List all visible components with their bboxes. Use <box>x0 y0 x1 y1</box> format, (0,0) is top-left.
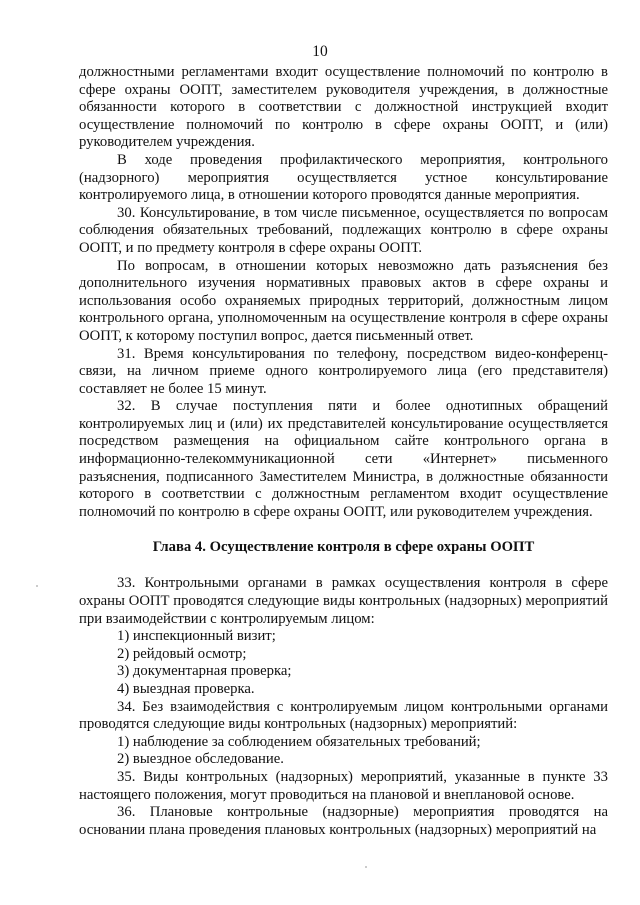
page-number: 10 <box>312 43 328 60</box>
list-item: 1) наблюдение за соблюдением обязательных требований; <box>117 733 481 750</box>
scan-speck <box>36 585 38 587</box>
paragraph-written-answer: По вопросам, в отношении которых невозможно дать разъяснения без дополнительного изучения нормативных правовых актов в сфере охраны и использования особо охраняемых природных территорий, должностным лицом контрольного органа, уполномоченным на осуществление контроля в сфере охраны ООПТ, к которому поступил вопрос, дается письменный ответ. <box>79 257 608 344</box>
list-item: 2) рейдовый осмотр; <box>117 645 247 662</box>
paragraph-36: 36. Плановые контрольные (надзорные) мероприятия проводятся на основании плана проведения плановых контрольных (надзорных) мероприятий на <box>79 804 608 838</box>
chapter-heading: Глава 4. Осуществление контроля в сфере охраны ООПТ <box>152 539 535 556</box>
list-item: 4) выездная проверка. <box>117 681 255 697</box>
paragraph-33: 33. Контрольными органами в рамках осуществления контроля в сфере охраны ООПТ проводятся следующие виды контрольных (надзорных) мероприятий при взаимодействии с контролируемым лицом: <box>79 575 608 627</box>
paragraph-35: 35. Виды контрольных (надзорных) мероприятий, указанные в пункте 33 настоящего положения, могут проводиться на плановой и внеплановой основе. <box>79 768 608 803</box>
paragraph-31: 31. Время консультирования по телефону, посредством видео-конференц-связи, на личном приеме одного контролируемого лица (его представителя) составляет не более 15 минут. <box>79 345 608 397</box>
document-body <box>79 64 608 839</box>
list-item: 3) документарная проверка; <box>117 663 292 680</box>
list-item: 2) выездное обследование. <box>117 751 284 768</box>
paragraph-34: 34. Без взаимодействия с контролируемым лицом контрольными органами проводятся следующие виды контрольных (надзорных) мероприятий: <box>79 698 608 733</box>
scan-speck <box>365 866 367 868</box>
paragraph-32: 32. В случае поступления пяти и более однотипных обращений контролируемых лиц и (или) их представителей консультирование осуществляется посредством размещения на официальном сайте контрольного органа в информационно-телекоммуникационной сети «Интернет» письменного разъяснения, подписанного Заместителем Министра, в должностные обязанности которого в соответствии с должностным регламентом входит осуществление полномочий по контролю в сфере охраны ООПТ, или руководителем учреждения. <box>79 398 608 520</box>
paragraph-30: 30. Консультирование, в том числе письменное, осуществляется по вопросам соблюдения обязательных требований, подлежащих контролю в сфере охраны ООПТ, и по предмету контроля в сфере охраны ООПТ. <box>79 204 608 256</box>
paragraph-oral-consultation: В ходе проведения профилактического мероприятия, контрольного (надзорного) мероприятия осуществляется устное консультирование контролируемого лица, в отношении которого проводятся данные мероприятия. <box>79 151 608 204</box>
list-item: 1) инспекционный визит; <box>117 628 276 645</box>
paragraph-continuation: должностными регламентами входит осуществление полномочий по контролю в сфере охраны ООПТ, заместителем руководителя учреждения, в должностные обязанности которого в соответствии с должностной инструкцией входит осуществление полномочий по контролю в сфере охраны ООПТ, и (или) руководителем учреждения. <box>79 64 608 151</box>
